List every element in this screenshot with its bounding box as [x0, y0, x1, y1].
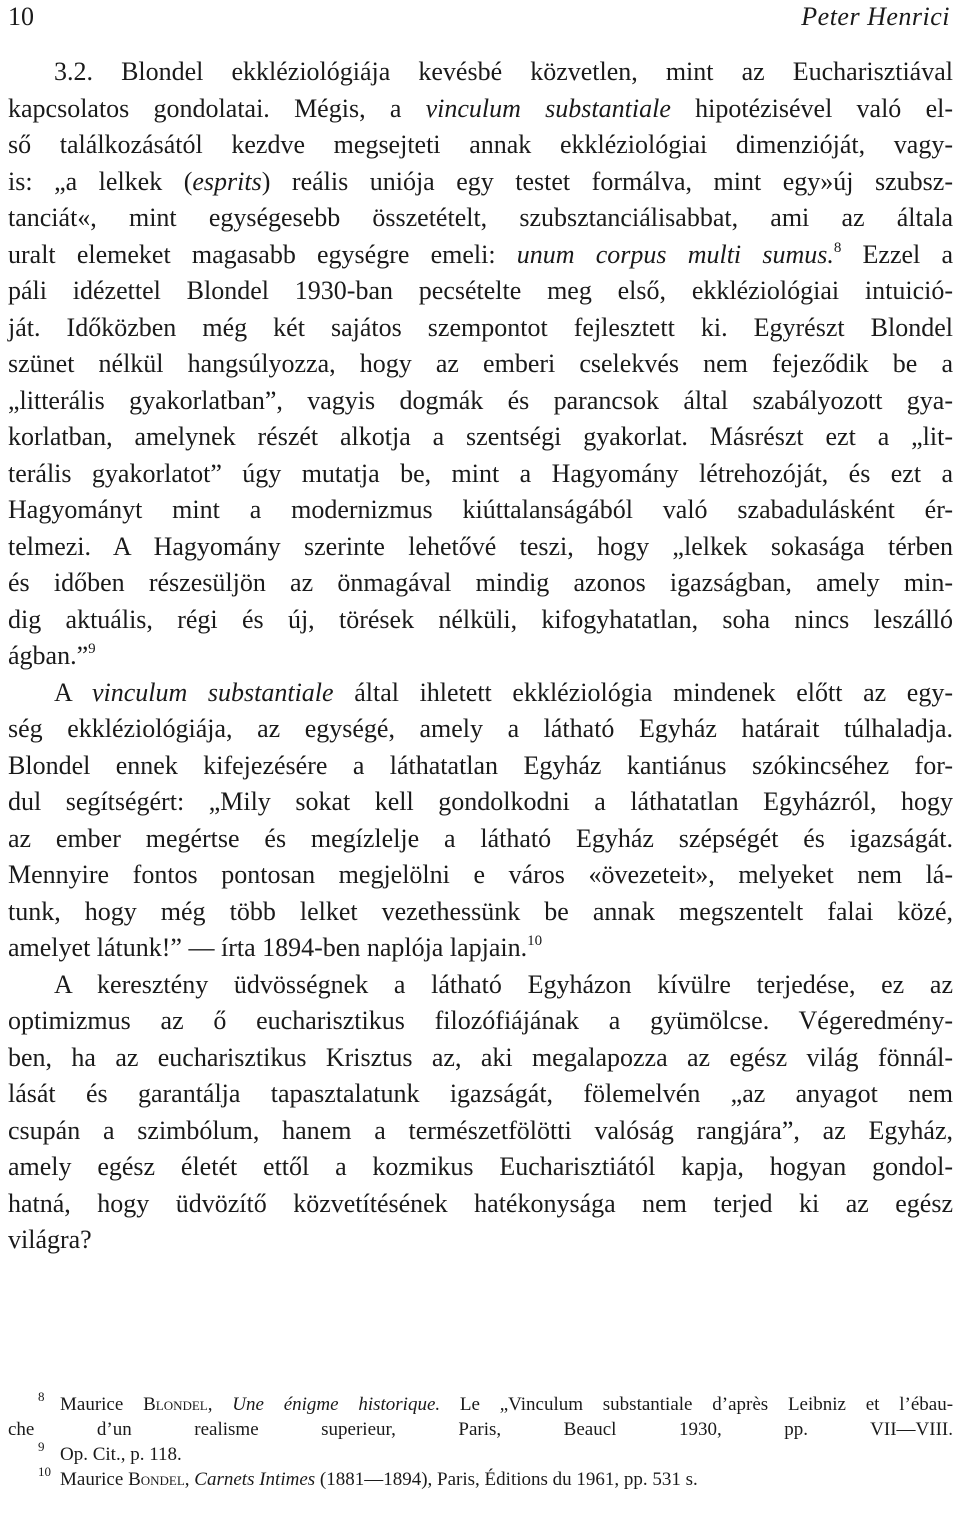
text-line: is: „a lelkek (esprits) reális uniója egy testet formálva, mint egy»új szubsz-: [8, 166, 953, 196]
text-line: uralt elemeket magasabb egységre emeli: unum corpus multi sumus.$^8$ Ezzel a: [8, 239, 954, 269]
italic-text: esprits: [192, 166, 262, 196]
text-line: Mennyire fontos pontosan megjelölni e város «övezeteit», melyeket nem lá-: [8, 860, 953, 889]
text-line: hatná, hogy üdvözítő közvetítésének hatékonysága nem terjed ki az egész: [8, 1188, 953, 1218]
small-caps-text: Bondel: [128, 1469, 185, 1490]
footnote-ref: 8: [833, 239, 842, 256]
text-line: tunk, hogy még több lelket vezethessünk be annak megszentelt falai közé,: [8, 896, 953, 926]
text-line: amelyet látunk!” — írta 1894-ben naplója lapjain.$^{10}$: [8, 933, 543, 962]
footnote-ref: 10: [527, 933, 543, 949]
text-line: kapcsolatos gondolatai. Mégis, a vinculum substantiale hipotézisével való el-: [8, 93, 953, 123]
text-line: korlatban, amelynek részét alkotja a szentségi gyakorlat. Másrészt ezt a „lit-: [8, 422, 953, 451]
text-line: terális gyakorlatot” úgy mutatja be, mint a Hagyomány létrehozóját, és ezt a: [8, 458, 953, 488]
text-line: Hagyományt mint a modernizmus kiúttalanságából való szabadulásként ér-: [8, 495, 953, 524]
text-line: és időben részesüljön az önmagával mindig azonos igazságban, amely min-: [8, 568, 953, 597]
italic-text: unum corpus multi sumus.: [516, 239, 834, 269]
text-line: 3.2. Blondel ekkléziológiája kevésbé közvetlen, mint az Eucharisztiával: [54, 57, 953, 86]
text-line: ség ekkléziológiája, az egységé, amely a látható Egyház határait túlhaladja.: [8, 714, 953, 743]
text-line: lását és garantálja tapasztalatunk igazságát, fölemelvén „az anyagot nem: [8, 1079, 953, 1108]
text-line: optimizmus az ő eucharisztikus filozófiájának a gyümölcse. Végeredmény-: [8, 1006, 953, 1035]
text-line: az ember megértse és megízlelje a látható Egyház szépségét és igazságát.: [8, 823, 953, 853]
text-line: Blondel ennek kifejezésére a láthatatlan Egyház kantiánus szókincséhez for-: [8, 750, 953, 780]
text-line: világra?: [8, 1225, 92, 1254]
text-line: ben, ha az eucharisztikus Krisztus az, aki megalapozza az egész világ fönnál-: [8, 1042, 953, 1072]
italic-text: vinculum substantiale: [91, 677, 334, 707]
text-line: páli idézettel Blondel 1930-ban pecsételte meg első, ekkléziológiai intuició-: [8, 276, 953, 305]
body-text: [8, 54, 953, 1259]
text-line: dig aktuális, régi és új, törések nélküli, kifogyhatatlan, soha nincs leszálló: [8, 604, 953, 634]
text-line: szünet nélkül hangsúlyozza, hogy az emberi cselekvés nem fejeződik be a: [8, 349, 953, 378]
text-line: csupán a szimbólum, hanem a természetfölötti valóság rangjára”, az Egyház,: [8, 1115, 953, 1145]
footnote-line: 8 Maurice Blondel, Une énigme historique. Le „Vinculum substantiale d’après Leibniz et l’ébau-: [38, 1389, 954, 1415]
italic-text: vinculum substantiale: [425, 93, 671, 123]
footnote-line: che d’un realisme superieur, Paris, Beaucl 1930, pp. VII—VIII.: [8, 1419, 953, 1440]
text-line: A keresztény üdvösségnek a látható Egyházon kívülre terjedése, ez az: [54, 969, 953, 999]
running-head-author: Peter Henrici: [801, 2, 950, 31]
text-line: dul segítségért: „Mily sokat kell gondolkodni a láthatatlan Egyházról, hogy: [8, 787, 953, 816]
text-line: amely egész életét ettől a kozmikus Eucharisztiától kapja, hogyan gondol-: [8, 1152, 953, 1181]
text-line: telmezi. A Hagyomány szerinte lehetővé teszi, hogy „lelkek sokasága térben: [8, 531, 953, 561]
page-number: 10: [8, 2, 34, 31]
footnote-line: 10 Maurice Bondel, Carnets Intimes (1881—1894), Paris, Éditions du 1961, pp. 531 s.: [38, 1464, 698, 1490]
text-line: ső találkozásától kezdve megsejteti annak ekkléziológiai dimenzióját, vagy-: [8, 130, 953, 159]
text-line: „litterális gyakorlatban”, vagyis dogmák és parancsok által szabályozott gya-: [8, 385, 953, 415]
text-line: ját. Időközben még két sajátos szempontot fejlesztett ki. Egyrészt Blondel: [8, 312, 953, 342]
footnote-line: 9 Op. Cit., p. 118.: [38, 1439, 182, 1465]
text-line: A vinculum substantiale által ihletett ekkléziológia mindenek előtt az egy-: [54, 677, 953, 707]
italic-text: Carnets Intimes: [194, 1469, 316, 1490]
running-header: [8, 0, 950, 34]
footnote-ref: 9: [88, 641, 96, 657]
text-line: tanciát«, mint egységesebb összetételt, szubsztanciálisabbat, ami az általa: [8, 203, 953, 232]
italic-text: Une énigme historique.: [232, 1394, 441, 1415]
footnotes: [8, 1389, 954, 1492]
small-caps-text: Blondel: [143, 1394, 208, 1415]
text-line: ágban.”$^9$: [8, 641, 96, 670]
